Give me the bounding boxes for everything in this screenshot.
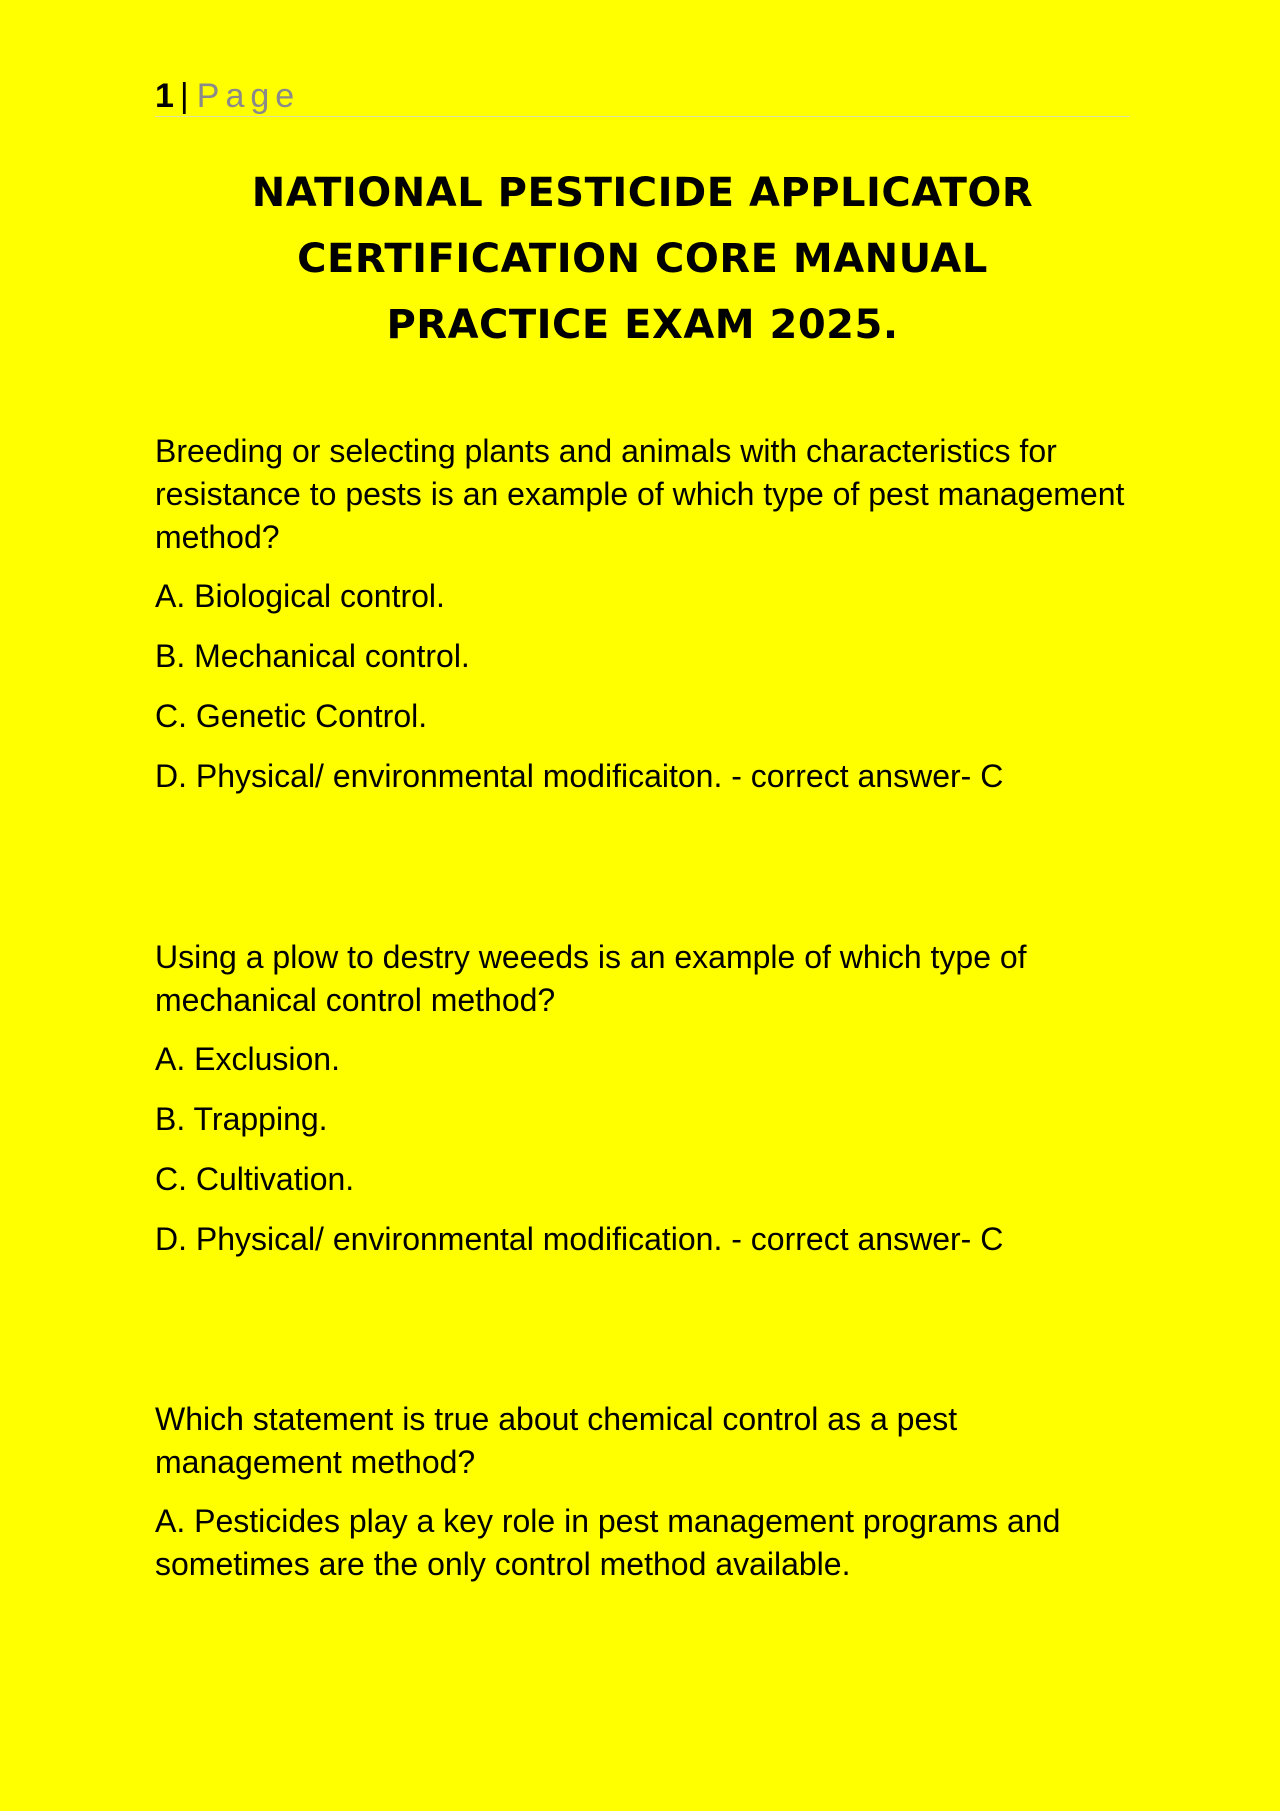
answer-option: B. Trapping.	[155, 1101, 328, 1137]
title-line: PRACTICE EXAM 2025.	[386, 302, 899, 348]
document-page	[155, 0, 1130, 1811]
question-3	[155, 1398, 1130, 1603]
title-line: CERTIFICATION CORE MANUAL	[297, 236, 988, 282]
title-line: NATIONAL PESTICIDE APPLICATOR	[251, 170, 1034, 216]
question-2	[155, 936, 1130, 1278]
answer-option: C. Genetic Control.	[155, 698, 428, 734]
question-stem: Which statement is true about chemical control as a pest management method?	[155, 1401, 958, 1480]
answer-option: A. Exclusion.	[155, 1041, 340, 1077]
answer-option: C. Cultivation.	[155, 1161, 355, 1197]
answer-option: D. Physical/ environmental modification. - correct answer- C	[155, 1221, 1004, 1257]
document-title	[155, 160, 1130, 358]
page-label: Page	[196, 77, 301, 115]
page-header	[155, 76, 1130, 116]
question-stem: Using a plow to destry weeeds is an example of which type of mechanical control method?	[155, 939, 1027, 1018]
question-1	[155, 430, 1130, 815]
answer-option: A. Biological control.	[155, 578, 445, 614]
page-separator: |	[179, 77, 189, 115]
page-number: 1	[155, 77, 174, 115]
answer-option: B. Mechanical control.	[155, 638, 470, 674]
answer-option: A. Pesticides play a key role in pest management programs and sometimes are the only control method available.	[155, 1503, 1061, 1582]
question-stem: Breeding or selecting plants and animals with characteristics for resistance to pests is an example of which type of pest management method?	[155, 433, 1125, 555]
header-divider	[155, 116, 1130, 117]
answer-option: D. Physical/ environmental modificaiton. - correct answer- C	[155, 758, 1004, 794]
